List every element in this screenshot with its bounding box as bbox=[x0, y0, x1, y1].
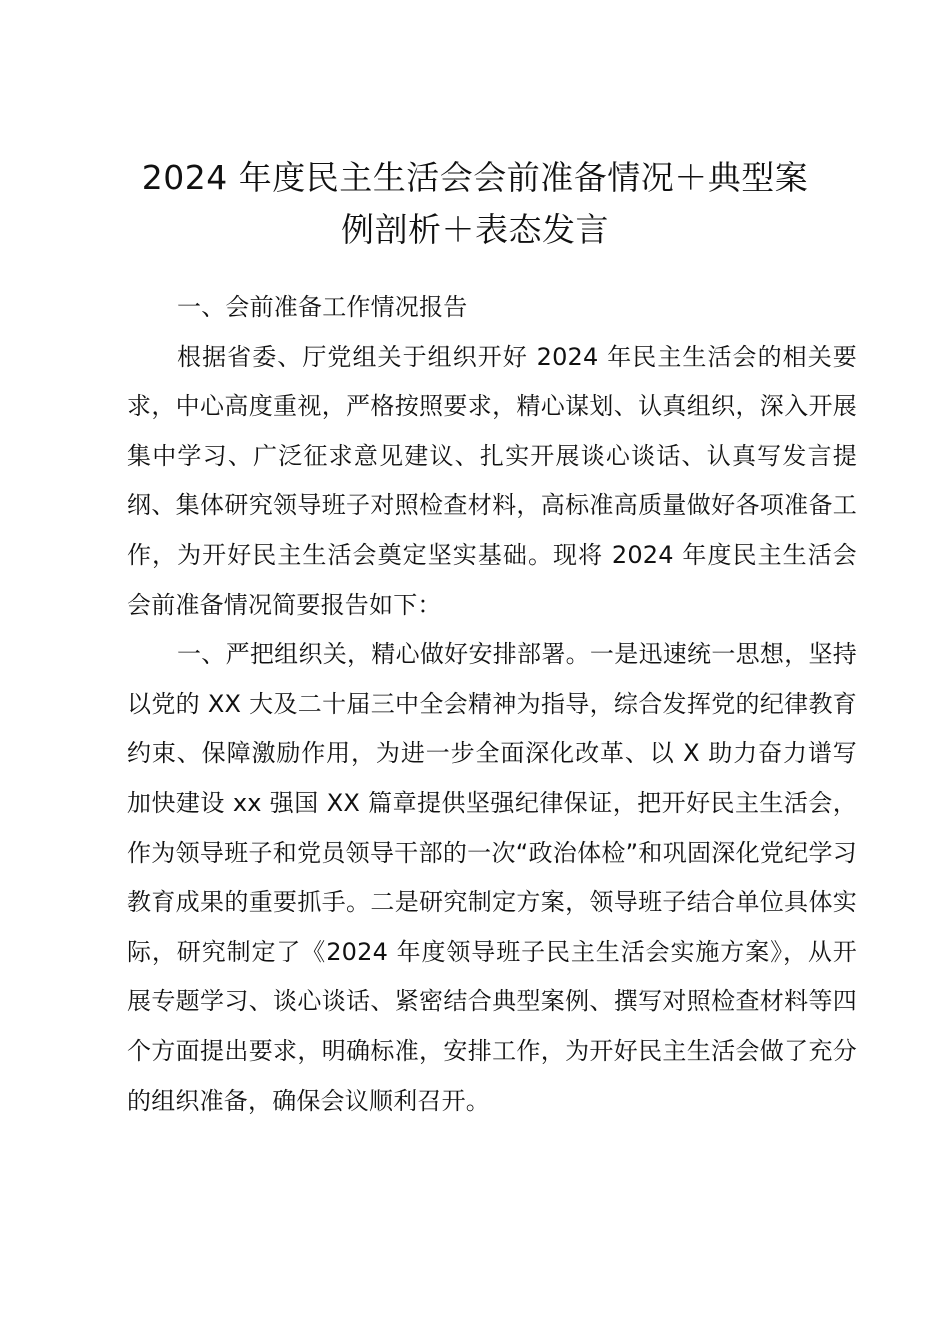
paragraph-intro: 根据省委、厅党组关于组织开好 2024 年民主生活会的相关要求，中心高度重视，严格按照要求，精心谋划、认真组织，深入开展集中学习、广泛征求意见建议、扎实开展谈心谈话、认真写发言提纲、集体研究领导班子对照检查材料，高标准高质量做好各项准备工作，为开好民主生活会奠定坚实基础。现将 2024 年度民主生活会会前准备情况简要报告如下： bbox=[127, 342, 857, 619]
section-heading: 一、会前准备工作情况报告 bbox=[177, 293, 468, 321]
document-title-line-2: 例剖析＋表态发言 bbox=[341, 210, 609, 249]
document-title bbox=[100, 152, 850, 256]
paragraph-organization: 一、严把组织关，精心做好安排部署。一是迅速统一思想，坚持以党的 XX 大及二十届三中全会精神为指导，综合发挥党的纪律教育约束、保障激励作用，为进一步全面深化改革、以 X 助力奋力谱写加快建设 xx 强国 XX 篇章提供坚强纪律保证，把开好民主生活会，作为领导班子和党员领导干部的一次“政治体检”和巩固深化党纪学习教育成果的重要抓手。二是研究制定方案，领导班子结合单位具体实际，研究制定了《2024 年度领导班子民主生活会实施方案》，从开展专题学习、谈心谈话、紧密结合典型案例、撰写对照检查材料等四个方面提出要求，明确标准，安排工作，为开好民主生活会做了充分的组织准备，确保会议顺利召开。 bbox=[127, 640, 857, 1115]
document-body bbox=[127, 283, 857, 1126]
document-title-line-1: 2024 年度民主生活会会前准备情况＋典型案 bbox=[141, 158, 809, 197]
